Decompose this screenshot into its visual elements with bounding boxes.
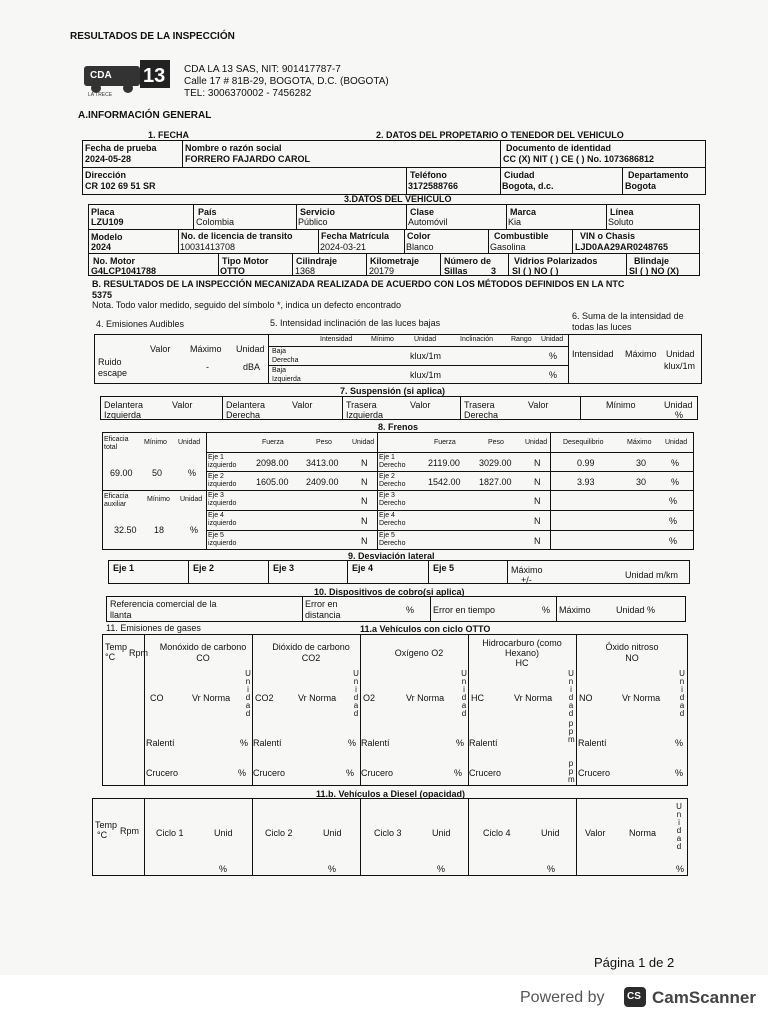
cobro-maximo: Máximo bbox=[559, 605, 591, 615]
co2-label: CO2 bbox=[255, 693, 274, 703]
cobro-unidad: Unidad % bbox=[616, 605, 656, 615]
motor-value: G4LCP1041788 bbox=[91, 266, 157, 276]
servicio-label: Servicio bbox=[300, 207, 336, 217]
eje3-unit-izq: N bbox=[361, 496, 368, 506]
eje1-peso-izq: 3413.00 bbox=[306, 458, 339, 468]
hc-vr-norma: Vr Norma bbox=[514, 693, 553, 703]
susp-valor-4: Valor bbox=[528, 400, 549, 410]
matricula-label: Fecha Matrícula bbox=[321, 231, 390, 241]
section-b-title-2: 5375 bbox=[92, 290, 113, 300]
susp-trasera-izq: Trasera bbox=[346, 400, 377, 410]
eje4-izq-sub: izquierdo bbox=[208, 520, 237, 527]
frenos-title: 8. Frenos bbox=[378, 422, 419, 432]
company-address: Calle 17 # 81B-29, BOGOTA, D.C. (BOGOTA) bbox=[184, 76, 389, 87]
svg-text:LA TRECE: LA TRECE bbox=[88, 92, 113, 98]
o2-unidad-vert: Unidad bbox=[461, 669, 467, 718]
co-crucero-pct: % bbox=[238, 768, 247, 778]
baja-izquierda-label: Baja bbox=[272, 367, 287, 374]
suma-unidad-header: Unidad bbox=[666, 349, 695, 359]
luces-unidad-header: Unidad bbox=[414, 336, 437, 343]
susp-minimo: Mínimo bbox=[606, 400, 636, 410]
co-title: Monóxido de carbono bbox=[159, 642, 247, 652]
cda-logo bbox=[80, 58, 176, 98]
hc-crucero: Crucero bbox=[469, 768, 502, 778]
hc-title-3: HC bbox=[515, 658, 529, 668]
departamento-label: Departamento bbox=[628, 170, 689, 180]
no-title: Óxido nitroso bbox=[605, 642, 659, 652]
eficacia-total-label: Eficacia bbox=[104, 436, 129, 443]
co-ralenti: Ralentí bbox=[146, 738, 175, 748]
svg-text:CDA: CDA bbox=[90, 70, 112, 81]
eje4-pct: % bbox=[669, 516, 678, 526]
peso-der-header: Peso bbox=[488, 439, 504, 446]
eje3-izq-label: Eje 3 bbox=[208, 492, 224, 499]
hc-unidad-vert: Unidad bbox=[568, 669, 574, 718]
eje1-izq-sub: izquierdo bbox=[208, 462, 237, 469]
documento-value: CC (X) NIT ( ) CE ( ) No. 1073686812 bbox=[503, 154, 655, 164]
diesel-valor: Valor bbox=[585, 828, 606, 838]
sillas-value: 3 bbox=[491, 266, 497, 276]
eje1-der-sub: Derecho bbox=[379, 462, 406, 469]
eje3-izq-sub: izquierdo bbox=[208, 500, 237, 507]
susp-valor-1: Valor bbox=[172, 400, 193, 410]
ef-total-unidad-header: Unidad bbox=[178, 439, 201, 446]
susp-izquierda-2: Izquierda bbox=[346, 410, 384, 420]
powered-by-text: Powered by bbox=[520, 989, 605, 1006]
eje1-pct: % bbox=[671, 458, 680, 468]
pais-label: País bbox=[198, 207, 217, 217]
ef-aux-minimo-header: Mínimo bbox=[147, 496, 170, 503]
o2-ralenti-pct: % bbox=[456, 738, 465, 748]
ciudad-label: Ciudad bbox=[504, 170, 535, 180]
susp-pct: % bbox=[675, 410, 684, 420]
diesel-rpm: Rpm bbox=[120, 826, 140, 836]
vin-label: VIN o Chasis bbox=[580, 231, 636, 241]
suma-maximo-header: Máximo bbox=[625, 349, 657, 359]
co2-title: Dióxido de carbono bbox=[272, 642, 350, 652]
luces-intensidad-header: Intensidad bbox=[320, 336, 353, 343]
eje2-izq-sub: izquierdo bbox=[208, 481, 237, 488]
direccion-value: CR 102 69 51 SR bbox=[85, 181, 156, 191]
licencia-value: 10031413708 bbox=[180, 242, 236, 252]
audible-max-value: - bbox=[206, 362, 209, 372]
luces-der-unit: klux/1m bbox=[410, 351, 442, 361]
hc-title: Hidrocarburo (como bbox=[482, 638, 562, 648]
eje4-der-sub: Derecho bbox=[379, 520, 406, 527]
fuerza-izq-header: Fuerza bbox=[262, 439, 284, 446]
co2-crucero-pct: % bbox=[346, 768, 355, 778]
eje2-max: 30 bbox=[636, 477, 647, 487]
eje3-der-label: Eje 3 bbox=[379, 492, 395, 499]
document-title: RESULTADOS DE LA INSPECCIÓN bbox=[70, 31, 235, 42]
luces-rango-header: Rango bbox=[511, 336, 532, 343]
unidad-izq-header: Unidad bbox=[352, 439, 375, 446]
susp-delantera-der: Delantera bbox=[226, 400, 266, 410]
licencia-label: No. de licencia de transito bbox=[181, 231, 293, 241]
audible-maximo-header: Máximo bbox=[190, 344, 222, 354]
izquierda-label: Izquierda bbox=[272, 376, 301, 383]
desv-eje4: Eje 4 bbox=[352, 563, 374, 573]
eje2-unit-izq: N bbox=[361, 477, 368, 487]
susp-valor-2: Valor bbox=[292, 400, 313, 410]
diesel-unid1: Unid bbox=[214, 828, 233, 838]
cilindraje-label: Cilindraje bbox=[296, 256, 338, 266]
diesel-unid3: Unid bbox=[432, 828, 451, 838]
susp-izquierda: Izquierda bbox=[104, 410, 142, 420]
diesel-pct4: % bbox=[547, 864, 556, 874]
nombre-label: Nombre o razón social bbox=[185, 143, 282, 153]
tipo-motor-label: Tipo Motor bbox=[222, 256, 269, 266]
page-number: Página 1 de 2 bbox=[594, 955, 675, 970]
placa-value: LZU109 bbox=[91, 217, 124, 227]
eficacia-aux-value: 32.50 bbox=[114, 525, 137, 535]
marca-value: Kia bbox=[508, 217, 522, 227]
luces-unidad2-header: Unidad bbox=[541, 336, 564, 343]
eje2-deseq: 3.93 bbox=[577, 477, 595, 487]
susp-delantera-izq: Delantera bbox=[104, 400, 144, 410]
eficacia-aux-label: Eficacia bbox=[104, 493, 129, 500]
diesel-unidad-vert: Unidad bbox=[676, 802, 682, 851]
eje2-izq-label: Eje 2 bbox=[208, 473, 224, 480]
luces-izq-unit: klux/1m bbox=[410, 370, 442, 380]
eficacia-total-pct: % bbox=[188, 468, 197, 478]
diesel-temp: Temp bbox=[95, 820, 118, 830]
section-b-nota: Nota. Todo valor medido, seguido del símbolo *, indica un defecto encontrado bbox=[92, 300, 402, 310]
suma-luces-title: 6. Suma de la intensidad de bbox=[572, 311, 684, 321]
color-value: Blanco bbox=[406, 242, 434, 252]
co2-title-2: CO2 bbox=[301, 653, 321, 663]
motor-label: No. Motor bbox=[93, 256, 135, 266]
cobro-referencia: Referencia comercial de la bbox=[110, 599, 217, 609]
eje4-unit-izq: N bbox=[361, 516, 368, 526]
color-label: Color bbox=[407, 231, 431, 241]
telefono-label: Teléfono bbox=[410, 170, 447, 180]
cobro-error-distancia: Error en bbox=[305, 599, 338, 609]
matricula-value: 2024-03-21 bbox=[320, 242, 367, 252]
desv-eje5: Eje 5 bbox=[433, 563, 455, 573]
co2-crucero: Crucero bbox=[253, 768, 286, 778]
eje5-izq-label: Eje 5 bbox=[208, 532, 224, 539]
no-label: NO bbox=[579, 693, 593, 703]
ef-total-minimo-header: Mínimo bbox=[144, 439, 167, 446]
eje1-izq-label: Eje 1 bbox=[208, 454, 224, 461]
hc-label: HC bbox=[471, 693, 484, 703]
eje4-unit-der: N bbox=[534, 516, 541, 526]
ef-aux-unidad-header: Unidad bbox=[180, 496, 203, 503]
eje4-izq-label: Eje 4 bbox=[208, 512, 224, 519]
eficacia-aux-pct: % bbox=[190, 525, 199, 535]
luces-minimo-header: Mínimo bbox=[371, 336, 394, 343]
eficacia-aux-min: 18 bbox=[154, 525, 165, 535]
cobro-title: 10. Dispositivos de cobro(si aplica) bbox=[314, 587, 465, 597]
diesel-title: 11.b. Vehículos a Diesel (opacidad) bbox=[316, 789, 466, 799]
peso-izq-header: Peso bbox=[316, 439, 332, 446]
co-vr-norma: Vr Norma bbox=[192, 693, 231, 703]
o2-ralenti: Ralentí bbox=[361, 738, 390, 748]
diesel-temp-unit: °C bbox=[97, 830, 108, 840]
eficacia-aux-label2: auxiliar bbox=[104, 501, 127, 508]
eje2-fuerza-der: 1542.00 bbox=[428, 477, 461, 487]
no-crucero: Crucero bbox=[578, 768, 611, 778]
luces-izq-pct: % bbox=[549, 370, 558, 380]
ruido-label: Ruido bbox=[98, 357, 122, 367]
diesel-ciclo1: Ciclo 1 bbox=[156, 828, 184, 838]
fuerza-der-header: Fuerza bbox=[434, 439, 456, 446]
co2-unidad-vert: Unidad bbox=[353, 669, 359, 718]
co2-vr-norma: Vr Norma bbox=[298, 693, 337, 703]
desequilibrio-header: Desequilibrio bbox=[563, 439, 604, 446]
eje2-unit-der: N bbox=[534, 477, 541, 487]
linea-label: Línea bbox=[610, 207, 634, 217]
audible-valor-header: Valor bbox=[150, 344, 171, 354]
combustible-label: Combustible bbox=[494, 231, 549, 241]
susp-derecha: Derecha bbox=[226, 410, 261, 420]
no-ralenti-pct: % bbox=[675, 738, 684, 748]
o2-crucero-pct: % bbox=[454, 768, 463, 778]
modelo-value: 2024 bbox=[91, 242, 112, 252]
cobro-dist-pct: % bbox=[406, 605, 415, 615]
eje5-unit-der: N bbox=[534, 536, 541, 546]
susp-unidad: Unidad bbox=[664, 400, 693, 410]
suma-luces-title-2: todas las luces bbox=[572, 322, 632, 332]
eje3-der-sub: Derecho bbox=[379, 500, 406, 507]
diesel-unid2: Unid bbox=[323, 828, 342, 838]
ciudad-value: Bogota, d.c. bbox=[502, 181, 554, 191]
eje1-max: 30 bbox=[636, 458, 647, 468]
no-title-2: NO bbox=[625, 653, 639, 663]
suspension-title: 7. Suspensión (si aplica) bbox=[340, 386, 446, 396]
combustible-value: Gasolina bbox=[490, 242, 526, 252]
pais-value: Colombia bbox=[196, 217, 235, 227]
diesel-pct3: % bbox=[437, 864, 446, 874]
diesel-norma: Norma bbox=[629, 828, 657, 838]
eje4-der-label: Eje 4 bbox=[379, 512, 395, 519]
nombre-value: FORRERO FAJARDO CAROL bbox=[185, 154, 311, 164]
cobro-error-tiempo: Error en tiempo bbox=[433, 605, 496, 615]
eje1-fuerza-der: 2119.00 bbox=[428, 458, 460, 468]
eficacia-total-value: 69.00 bbox=[110, 468, 133, 478]
o2-label: O2 bbox=[363, 693, 376, 703]
clase-value: Automóvil bbox=[408, 217, 448, 227]
audibles-luces-table bbox=[94, 334, 702, 384]
diesel-ciclo4: Ciclo 4 bbox=[483, 828, 511, 838]
emisiones-audibles-title: 4. Emisiones Audibles bbox=[96, 319, 185, 329]
no-ralenti: Ralentí bbox=[578, 738, 607, 748]
suma-intensidad-header: Intensidad bbox=[572, 349, 614, 359]
co2-ralenti-pct: % bbox=[348, 738, 357, 748]
marca-label: Marca bbox=[510, 207, 537, 217]
eje2-pct: % bbox=[671, 477, 680, 487]
co2-ralenti: Ralentí bbox=[253, 738, 282, 748]
kilometraje-value: 20179 bbox=[369, 266, 395, 276]
tipo-motor-value: OTTO bbox=[220, 266, 245, 276]
desv-maximo: Máximo bbox=[511, 565, 543, 575]
luces-der-pct: % bbox=[549, 351, 558, 361]
susp-trasera-der: Trasera bbox=[464, 400, 495, 410]
camscanner-icon: CS bbox=[624, 987, 646, 1007]
diesel-pct5: % bbox=[676, 864, 685, 874]
diesel-pct1: % bbox=[219, 864, 228, 874]
susp-derecha-2: Derecha bbox=[464, 410, 499, 420]
otto-temp: Temp bbox=[105, 642, 128, 652]
hc-title-2: Hexano) bbox=[504, 648, 540, 658]
desv-eje2: Eje 2 bbox=[193, 563, 215, 573]
camscanner-text: CamScanner bbox=[652, 988, 756, 1007]
audible-unidad-header: Unidad bbox=[236, 344, 265, 354]
departamento-value: Bogota bbox=[625, 181, 656, 191]
maximo-header: Máximo bbox=[627, 439, 652, 446]
otto-title: 11.a Vehículos con ciclo OTTO bbox=[360, 624, 491, 634]
escape-label: escape bbox=[98, 368, 128, 378]
cobro-tiempo-pct: % bbox=[542, 605, 551, 615]
o2-vr-norma: Vr Norma bbox=[406, 693, 445, 703]
company-phone: TEL: 3006370002 - 7456282 bbox=[184, 88, 312, 99]
eje1-der-label: Eje 1 bbox=[379, 454, 395, 461]
eficacia-total-min: 50 bbox=[152, 468, 163, 478]
blindaje-value: SI ( ) NO (X) bbox=[629, 266, 679, 276]
telefono-value: 3172588766 bbox=[408, 181, 459, 191]
suma-unit-value: klux/1m bbox=[664, 361, 696, 371]
eje5-der-sub: Derecho bbox=[379, 540, 406, 547]
vidrios-label: Vidrios Polarizados bbox=[514, 256, 598, 266]
no-vr-norma: Vr Norma bbox=[622, 693, 661, 703]
sillas-label2: Sillas bbox=[444, 266, 468, 276]
section-a-title: A.INFORMACIÓN GENERAL bbox=[78, 110, 212, 121]
desv-unidad: Unidad m/km bbox=[625, 570, 679, 580]
servicio-value: Público bbox=[298, 217, 328, 227]
company-name: CDA LA 13 SAS, NIT: 901417787-7 bbox=[184, 64, 341, 75]
desv-plusminus: +/- bbox=[521, 575, 532, 585]
no-unidad-vert: Unidad bbox=[679, 669, 685, 718]
eje3-unit-der: N bbox=[534, 496, 541, 506]
eje1-fuerza-izq: 2098.00 bbox=[256, 458, 289, 468]
eje5-izq-sub: izquierdo bbox=[208, 540, 237, 547]
diesel-pct2: % bbox=[328, 864, 337, 874]
co-unidad-vert: Unidad bbox=[245, 669, 251, 718]
desv-eje1: Eje 1 bbox=[113, 563, 135, 573]
propietario-title: 2. DATOS DEL PROPETARIO O TENEDOR DEL VEHICULO bbox=[376, 130, 624, 140]
documento-label: Documento de identidad bbox=[506, 143, 612, 153]
linea-value: Soluto bbox=[608, 217, 634, 227]
gases-title: 11. Emisiones de gases bbox=[106, 623, 201, 633]
derecha-label: Derecha bbox=[272, 357, 299, 364]
eje2-der-sub: Derecho bbox=[379, 481, 406, 488]
eje3-pct: % bbox=[669, 496, 678, 506]
eje1-unit-izq: N bbox=[361, 458, 368, 468]
eje1-peso-der: 3029.00 bbox=[479, 458, 512, 468]
unidad-deseq-header: Unidad bbox=[665, 439, 688, 446]
eje1-unit-der: N bbox=[534, 458, 541, 468]
eficacia-total-label2: total bbox=[104, 444, 118, 451]
blindaje-label: Blindaje bbox=[634, 256, 670, 266]
hc-ppm-vert: ppm bbox=[568, 719, 575, 744]
diesel-unid4: Unid bbox=[541, 828, 560, 838]
clase-label: Clase bbox=[410, 207, 435, 217]
o2-crucero: Crucero bbox=[361, 768, 394, 778]
fecha-value: 2024-05-28 bbox=[85, 154, 132, 164]
co-ralenti-pct: % bbox=[240, 738, 249, 748]
susp-valor-3: Valor bbox=[410, 400, 431, 410]
fecha-label: Fecha de prueba bbox=[85, 143, 157, 153]
cilindraje-value: 1368 bbox=[295, 266, 316, 276]
modelo-label: Modelo bbox=[91, 232, 123, 242]
sillas-label: Número de bbox=[444, 256, 492, 266]
co-title-2: CO bbox=[196, 653, 210, 663]
svg-text:13: 13 bbox=[143, 65, 166, 87]
desv-eje3: Eje 3 bbox=[273, 563, 295, 573]
diesel-ciclo3: Ciclo 3 bbox=[374, 828, 402, 838]
eje5-unit-izq: N bbox=[361, 536, 368, 546]
eje5-pct: % bbox=[669, 536, 678, 546]
cobro-distancia: distancia bbox=[305, 610, 341, 620]
eje2-peso-izq: 2409.00 bbox=[306, 477, 339, 487]
vehiculo-title: 3.DATOS DEL VEHICULO bbox=[344, 194, 452, 204]
vidrios-value: SI ( ) NO ( ) bbox=[512, 266, 559, 276]
co-label: CO bbox=[150, 693, 164, 703]
kilometraje-label: Kilometraje bbox=[370, 256, 420, 266]
eje1-deseq: 0.99 bbox=[577, 458, 595, 468]
luces-title: 5. Intensidad inclinación de las luces bajas bbox=[270, 318, 441, 328]
no-crucero-pct: % bbox=[675, 768, 684, 778]
audible-unit-value: dBA bbox=[243, 362, 261, 372]
eje2-der-label: Eje 2 bbox=[379, 473, 395, 480]
baja-derecha-label: Baja bbox=[272, 348, 287, 355]
hc-ppm-vert-2: ppm bbox=[568, 759, 575, 784]
hc-ralenti: Ralentí bbox=[469, 738, 498, 748]
vin-value: LJD0AA29AR0248765 bbox=[575, 242, 669, 252]
otto-temp-unit: °C bbox=[105, 652, 116, 662]
eje5-der-label: Eje 5 bbox=[379, 532, 395, 539]
eje2-fuerza-izq: 1605.00 bbox=[256, 477, 289, 487]
otto-rpm: Rpm bbox=[129, 648, 149, 658]
o2-title: Oxígeno O2 bbox=[394, 648, 444, 658]
co-crucero: Crucero bbox=[146, 768, 179, 778]
direccion-label: Dirección bbox=[85, 170, 127, 180]
unidad-der-header: Unidad bbox=[525, 439, 548, 446]
desviacion-title: 9. Desviación lateral bbox=[348, 551, 435, 561]
cobro-llanta: llanta bbox=[110, 610, 132, 620]
diesel-ciclo2: Ciclo 2 bbox=[265, 828, 293, 838]
fecha-title: 1. FECHA bbox=[148, 130, 190, 140]
camscanner-footer bbox=[0, 975, 768, 1024]
luces-inclinacion-header: Inclinación bbox=[460, 336, 494, 343]
section-b-title: B. RESULTADOS DE LA INSPECCIÓN MECANIZADA REALIZADA DE ACUERDO CON LOS MÉTODOS DEFINIDOS EN LA NTC bbox=[92, 279, 625, 289]
placa-label: Placa bbox=[91, 207, 115, 217]
eje2-peso-der: 1827.00 bbox=[479, 477, 512, 487]
